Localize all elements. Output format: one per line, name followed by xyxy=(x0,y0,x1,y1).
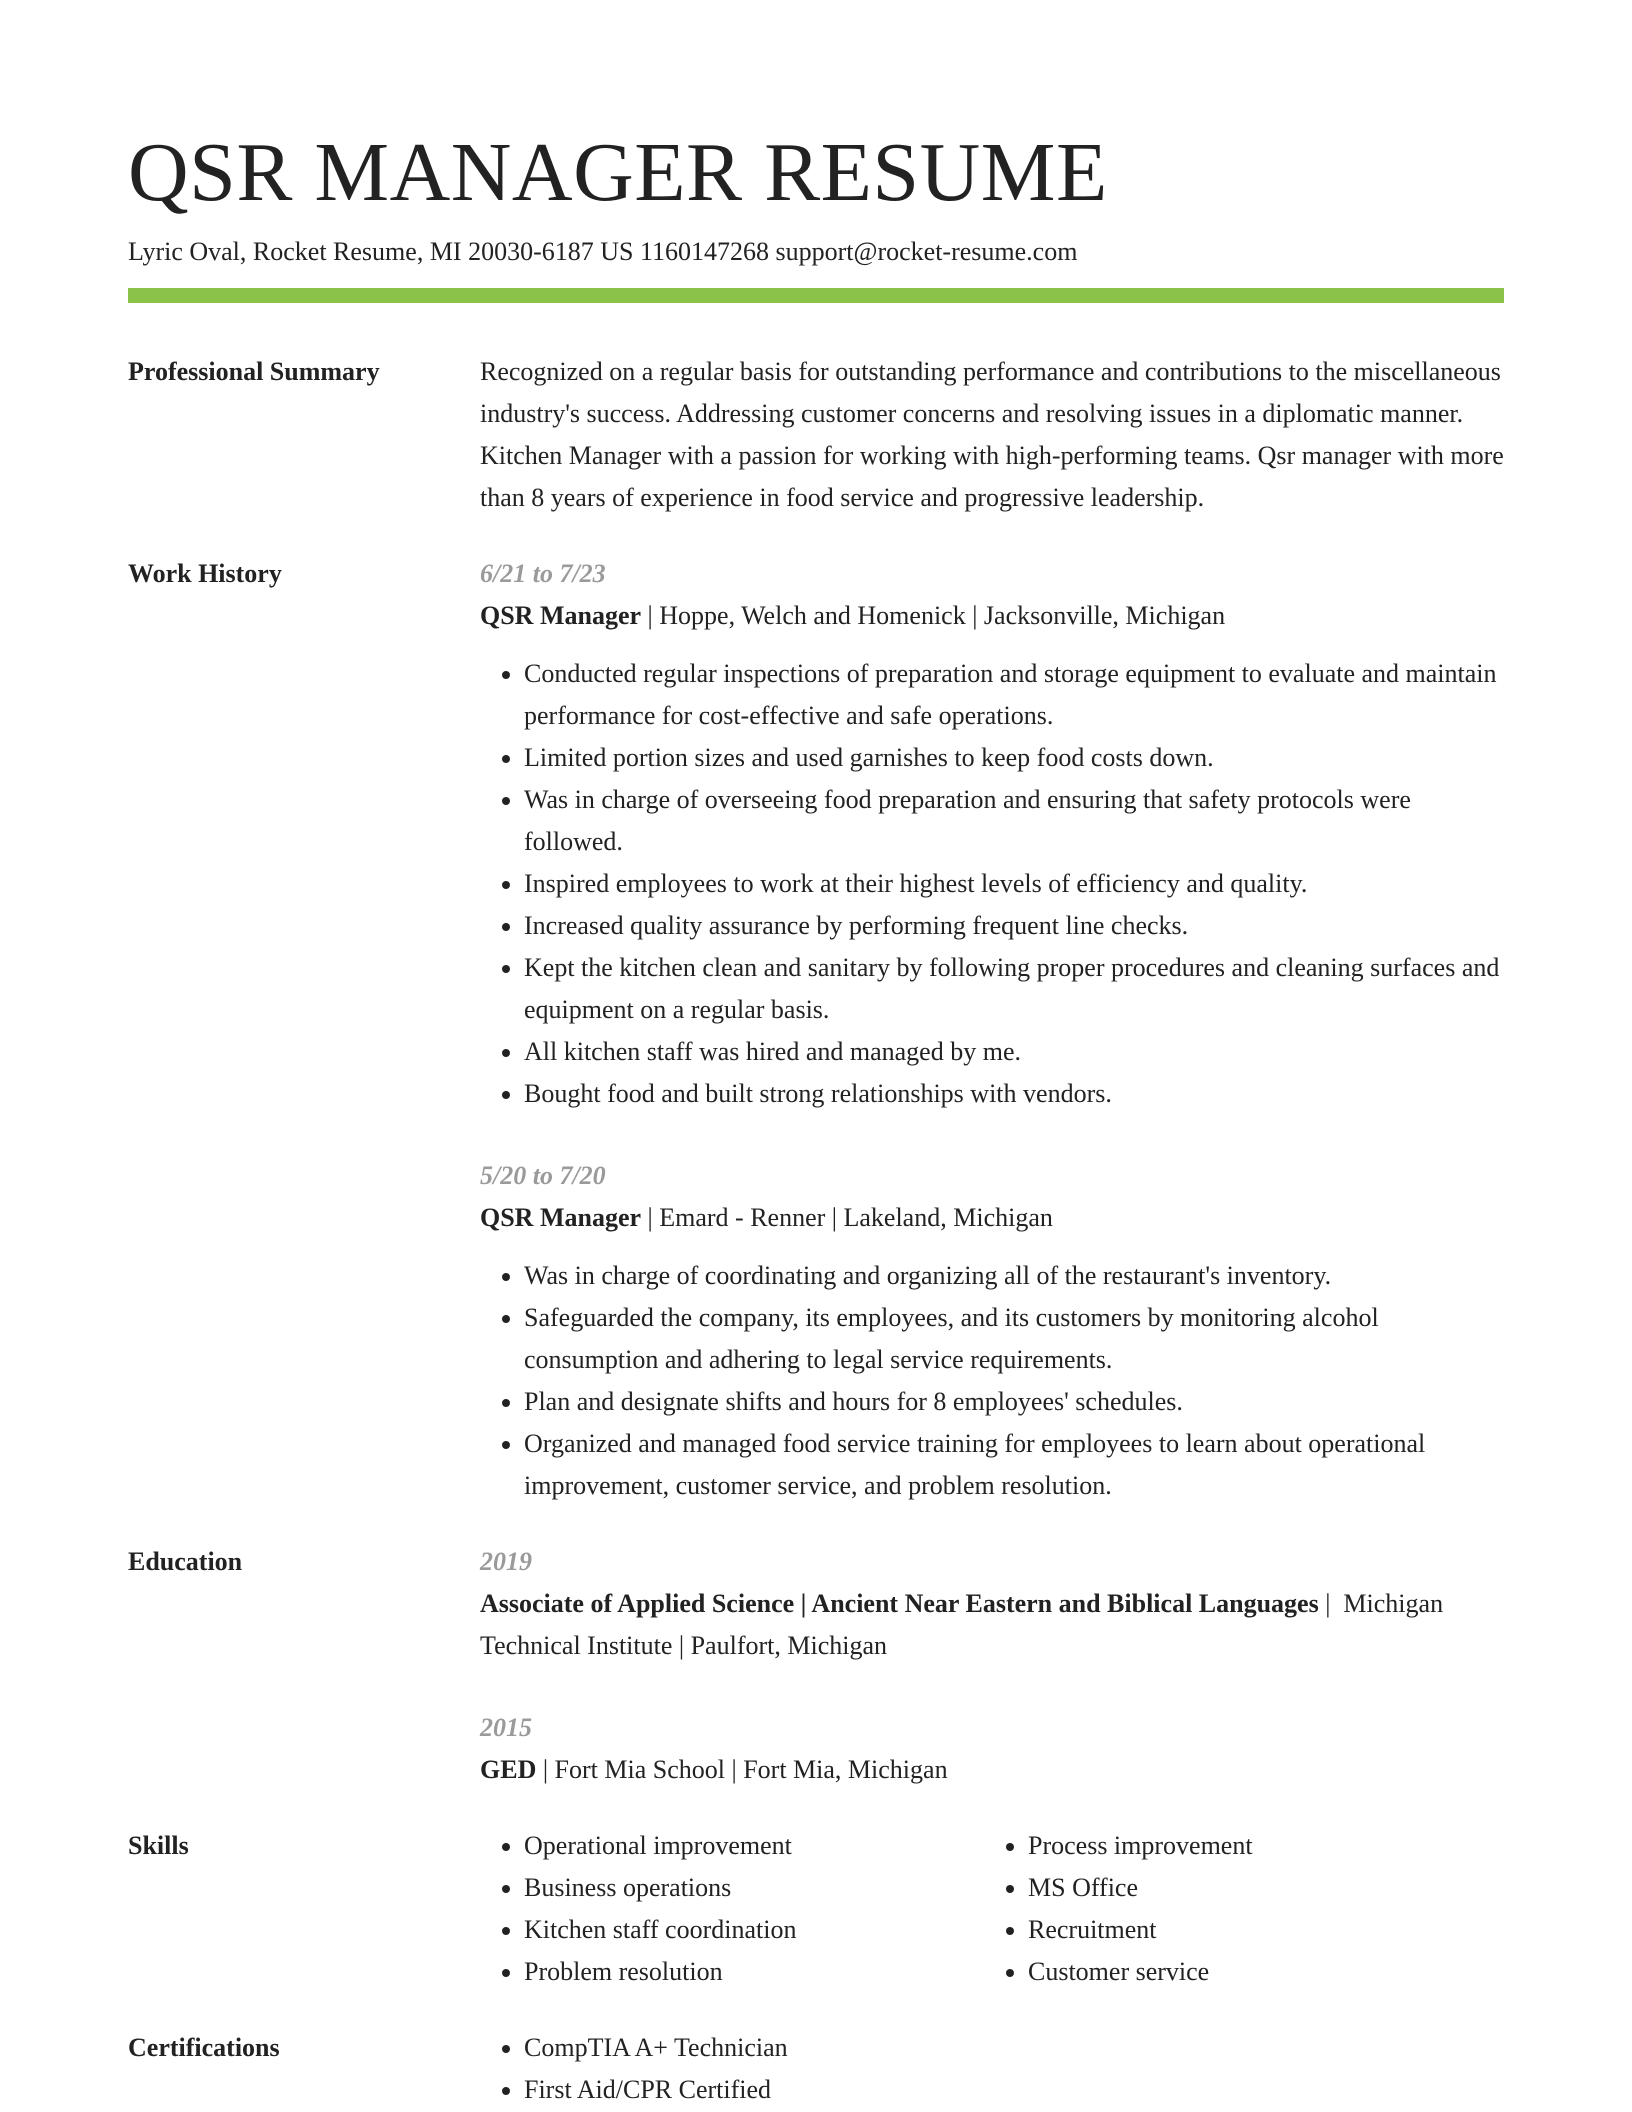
list-item: • Bought food and built strong relationships with vendors. xyxy=(524,1073,1504,1115)
certifications-list xyxy=(480,2027,1504,2111)
education-section xyxy=(128,1541,1504,1791)
skills-list-right xyxy=(984,1825,1488,1993)
education-school-location: | Michigan Technical Institute | Paulfort, Michigan xyxy=(480,1589,1444,1660)
skills-section xyxy=(128,1825,1504,1993)
skill-item: • MS Office xyxy=(1028,1867,1488,1909)
job-bullets xyxy=(480,1255,1504,1507)
skill-item: • Operational improvement xyxy=(524,1825,984,1867)
job-employer-location: | Hoppe, Welch and Homenick | Jacksonville, Michigan xyxy=(641,601,1226,630)
education-year: 2015 xyxy=(480,1713,532,1742)
skill-item: • Kitchen staff coordination xyxy=(524,1909,984,1951)
resume-title: QSR MANAGER RESUME xyxy=(128,126,1108,219)
list-item: • Safeguarded the company, its employees, and its customers by monitoring alcohol consumption and adhering to legal service requirements. xyxy=(524,1297,1504,1381)
section-label-skills: Skills xyxy=(128,1831,189,1860)
summary-section xyxy=(128,351,1504,519)
work-history-section xyxy=(128,553,1504,1507)
list-item: • Increased quality assurance by performing frequent line checks. xyxy=(524,905,1504,947)
education-entry xyxy=(480,1541,1504,1667)
job-title: QSR Manager xyxy=(480,601,642,630)
certification-item: • First Aid/CPR Certified xyxy=(524,2069,1504,2111)
skill-item: • Customer service xyxy=(1028,1951,1488,1993)
accent-divider xyxy=(128,288,1504,303)
job-entry xyxy=(480,1155,1504,1507)
skills-list-left xyxy=(480,1825,984,1993)
skill-item: • Process improvement xyxy=(1028,1825,1488,1867)
job-dates: 6/21 to 7/23 xyxy=(480,559,606,588)
education-heading xyxy=(480,1749,1504,1791)
section-label-work-history: Work History xyxy=(128,559,282,588)
list-item: • Organized and managed food service training for employees to learn about operational improvement, customer service, and problem resolution. xyxy=(524,1423,1504,1507)
job-title: QSR Manager xyxy=(480,1203,642,1232)
job-heading xyxy=(480,595,1504,637)
list-item: • Was in charge of overseeing food preparation and ensuring that safety protocols were followed. xyxy=(524,779,1504,863)
list-item: • Was in charge of coordinating and organizing all of the restaurant's inventory. xyxy=(524,1255,1504,1297)
certifications-section xyxy=(128,2027,1504,2111)
certification-item: • CompTIA A+ Technician xyxy=(524,2027,1504,2069)
list-item: • Conducted regular inspections of preparation and storage equipment to evaluate and maintain performance for cost-effective and safe operations. xyxy=(524,653,1504,737)
contact-line: Lyric Oval, Rocket Resume, MI 20030-6187 US 1160147268 support@rocket-resume.com xyxy=(128,237,1078,266)
list-item: • All kitchen staff was hired and managed by me. xyxy=(524,1031,1504,1073)
section-label-certifications: Certifications xyxy=(128,2033,280,2062)
skill-item: • Recruitment xyxy=(1028,1909,1488,1951)
list-item: • Kept the kitchen clean and sanitary by following proper procedures and cleaning surfaces and equipment on a regular basis. xyxy=(524,947,1504,1031)
job-dates: 5/20 to 7/20 xyxy=(480,1161,606,1190)
education-school-location: | Fort Mia School | Fort Mia, Michigan xyxy=(536,1755,948,1784)
list-item: • Limited portion sizes and used garnishes to keep food costs down. xyxy=(524,737,1504,779)
skills-grid xyxy=(480,1825,1504,1993)
list-item: • Inspired employees to work at their highest levels of efficiency and quality. xyxy=(524,863,1504,905)
education-heading xyxy=(480,1583,1504,1667)
section-label-education: Education xyxy=(128,1547,243,1576)
job-entry xyxy=(480,553,1504,1115)
job-heading xyxy=(480,1197,1504,1239)
education-degree: GED xyxy=(480,1755,537,1784)
education-degree: Associate of Applied Science | Ancient Near Eastern and Biblical Languages xyxy=(480,1589,1319,1618)
education-year: 2019 xyxy=(480,1547,532,1576)
skill-item: • Problem resolution xyxy=(524,1951,984,1993)
job-employer-location: | Emard - Renner | Lakeland, Michigan xyxy=(641,1203,1053,1232)
education-entry xyxy=(480,1707,1504,1791)
list-item: • Plan and designate shifts and hours for 8 employees' schedules. xyxy=(524,1381,1504,1423)
skill-item: • Business operations xyxy=(524,1867,984,1909)
section-label-summary: Professional Summary xyxy=(128,357,380,386)
summary-text: Recognized on a regular basis for outstanding performance and contributions to the miscellaneous industry's success. Addressing customer concerns and resolving issues in a diplomatic manner. Kitchen Manager with a passion for working with high-performing teams. Qsr manager with more than 8 years of experience in food service and progressive leadership. xyxy=(480,357,1504,512)
job-bullets xyxy=(480,653,1504,1115)
resume-page xyxy=(128,0,1504,2111)
